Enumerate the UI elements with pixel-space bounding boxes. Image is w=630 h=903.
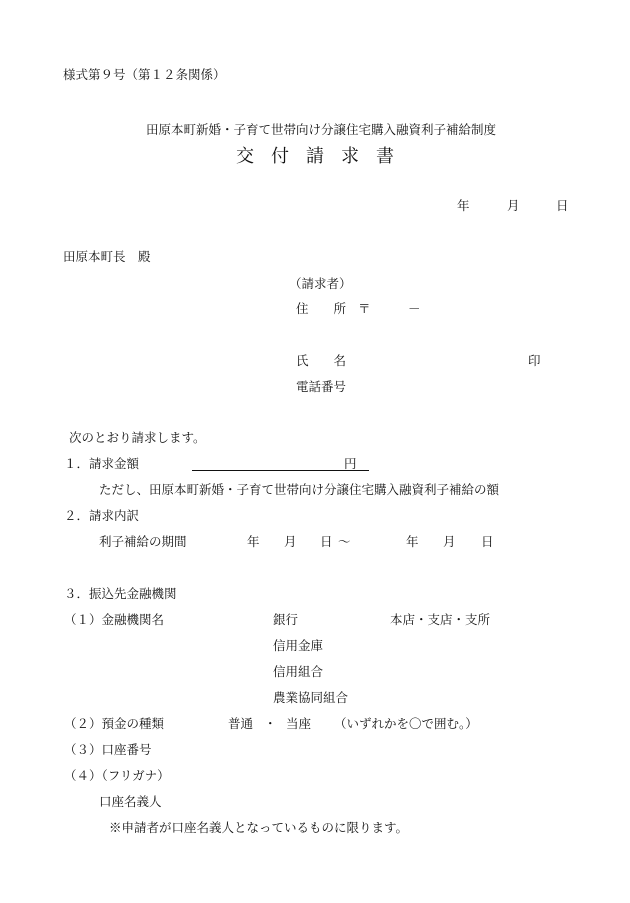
item3-label: ３．振込先金融機関 — [64, 586, 177, 601]
deposit-separator: ・ — [264, 716, 277, 731]
seal-mark: 印 — [528, 353, 541, 368]
date-month-label: 月 — [507, 198, 520, 213]
date-year-label: 年 — [457, 198, 470, 213]
amount-underline — [192, 470, 369, 471]
form-subtitle: 田原本町新婚・子育て世帯向け分譲住宅購入融資利子補給制度 — [146, 122, 497, 137]
period-from-year: 年 — [247, 534, 260, 549]
addressee: 田原本町長 殿 — [63, 249, 151, 264]
account-number-label: （３）口座番号 — [64, 742, 152, 757]
deposit-ordinary: 普通 — [228, 716, 254, 731]
bank-name-label: （１）金融機関名 — [64, 612, 165, 627]
postal-mark: 〒 — [358, 301, 371, 316]
claimant-name-label: 氏 名 — [296, 353, 347, 368]
date-day-label: 日 — [556, 198, 569, 213]
item2-label: ２．請求内訳 — [64, 508, 140, 523]
deposit-current: 当座 — [286, 716, 312, 731]
claimant-address-label: 住 所 — [296, 301, 347, 316]
period-tilde: ～ — [338, 534, 351, 549]
intro-text: 次のとおり請求します。 — [69, 430, 206, 445]
period-to-year: 年 — [406, 534, 419, 549]
deposit-type-label: （２）預金の種類 — [64, 716, 165, 731]
account-holder-note: ※申請者が口座名義人となっているものに限ります。 — [109, 820, 409, 835]
account-holder-label: 口座名義人 — [99, 794, 162, 809]
item1-note: ただし、田原本町新婚・子育て世帯向け分譲住宅購入融資利子補給の額 — [99, 482, 500, 497]
period-label: 利子補給の期間 — [99, 534, 187, 549]
period-from-month: 月 — [284, 534, 297, 549]
period-from-day: 日 — [320, 534, 333, 549]
bank-type-shinkumi: 信用組合 — [273, 664, 324, 679]
item1-label: １．請求金額 — [64, 456, 140, 471]
branch-types: 本店・支店・支所 — [390, 612, 491, 627]
deposit-note: （いずれかを〇で囲む。） — [334, 716, 478, 731]
claimant-phone-label: 電話番号 — [296, 379, 347, 394]
furigana-label: （４）（フリガナ） — [64, 768, 170, 783]
form-title: 交付請求書 — [236, 146, 411, 167]
bank-type-bank: 銀行 — [273, 612, 299, 627]
amount-unit: 円 — [344, 456, 357, 471]
form-number: 様式第９号（第１２条関係） — [63, 67, 226, 82]
period-to-day: 日 — [481, 534, 494, 549]
claimant-heading: （請求者） — [289, 276, 352, 291]
postal-dash: － — [408, 301, 421, 316]
period-to-month: 月 — [443, 534, 456, 549]
bank-type-shinkin: 信用金庫 — [273, 638, 324, 653]
bank-type-nokyo: 農業協同組合 — [273, 690, 349, 705]
